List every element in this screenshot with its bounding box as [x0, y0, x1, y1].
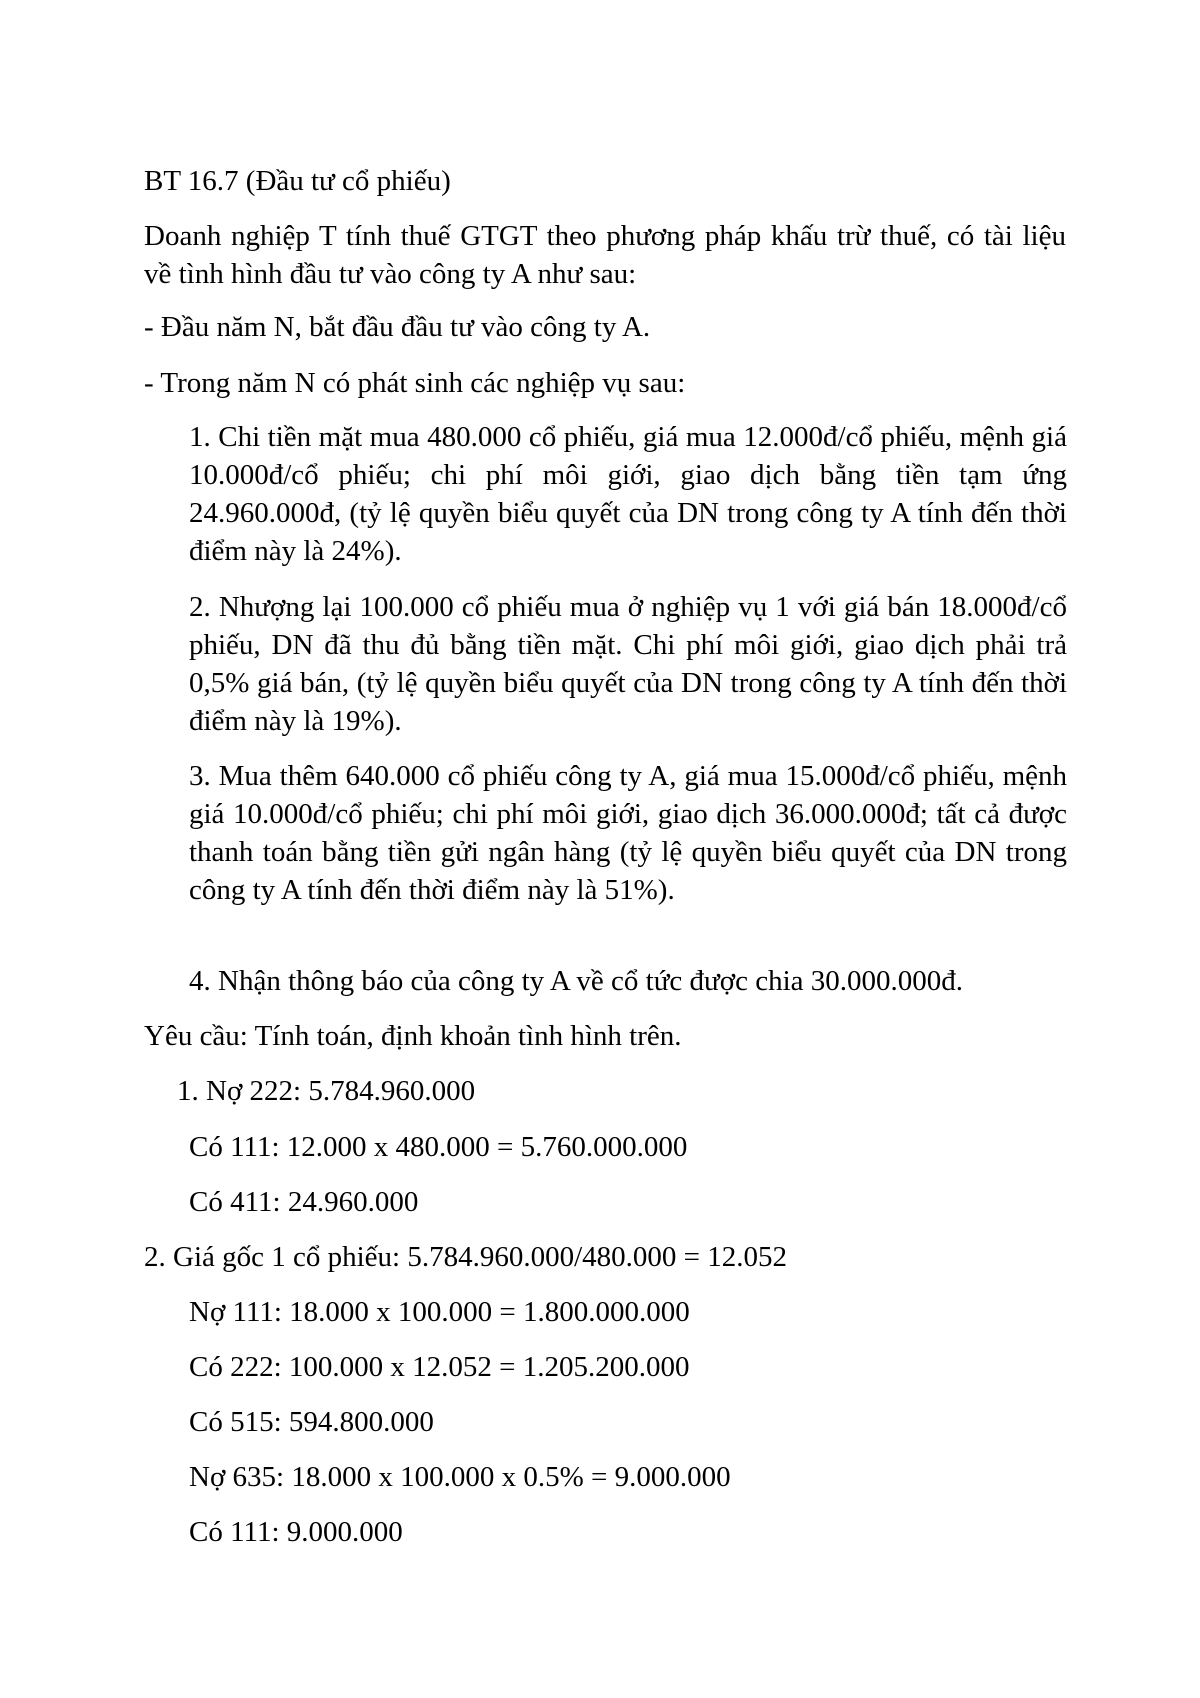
transaction-4: 4. Nhận thông báo của công ty A về cổ tức được chia 30.000.000đ. — [189, 965, 964, 997]
exercise-title: BT 16.7 (Đầu tư cổ phiếu) — [144, 165, 451, 197]
transaction-3: 3. Mua thêm 640.000 cổ phiếu công ty A, giá mua 15.000đ/cổ phiếu, mệnh giá 10.000đ/cổ phiếu; chi phí môi giới, giao dịch 36.000.000đ; tất cả được thanh toán bằng tiền gửi ngân hàng (tỷ lệ quyền biểu quyết của DN trong công ty A tính đến thời điểm này là 51%). — [189, 760, 1067, 906]
bullet-transactions-heading: - Trong năm N có phát sinh các nghiệp vụ sau: — [144, 367, 686, 399]
solution-1-credit-411: Có 411: 24.960.000 — [189, 1186, 419, 1218]
solution-2-debit-111: Nợ 111: 18.000 x 100.000 = 1.800.000.000 — [189, 1296, 690, 1328]
solution-2-credit-111: Có 111: 9.000.000 — [189, 1516, 403, 1548]
transaction-2: 2. Nhượng lại 100.000 cổ phiếu mua ở nghiệp vụ 1 với giá bán 18.000đ/cổ phiếu, DN đã thu đủ bằng tiền mặt. Chi phí môi giới, giao dịch phải trả 0,5% giá bán, (tỷ lệ quyền biểu quyết của DN trong công ty A tính đến thời điểm này là 19%). — [189, 591, 1067, 737]
solution-2-unit-cost: 2. Giá gốc 1 cổ phiếu: 5.784.960.000/480.000 = 12.052 — [144, 1241, 788, 1273]
transaction-1: 1. Chi tiền mặt mua 480.000 cổ phiếu, giá mua 12.000đ/cổ phiếu, mệnh giá 10.000đ/cổ phiếu; chi phí môi giới, giao dịch bằng tiền tạm ứng 24.960.000đ, (tỷ lệ quyền biểu quyết của DN trong công ty A tính đến thời điểm này là 24%). — [189, 421, 1067, 567]
requirement-text: Yêu cầu: Tính toán, định khoản tình hình trên. — [144, 1020, 682, 1052]
intro-paragraph: Doanh nghiệp T tính thuế GTGT theo phương pháp khấu trừ thuế, có tài liệu về tình hình đầu tư vào công ty A như sau: — [144, 220, 1066, 290]
solution-1-debit-222: 1. Nợ 222: 5.784.960.000 — [177, 1075, 476, 1107]
bullet-start-year: - Đầu năm N, bắt đầu đầu tư vào công ty A. — [144, 311, 651, 343]
solution-2-debit-635: Nợ 635: 18.000 x 100.000 x 0.5% = 9.000.000 — [189, 1461, 731, 1493]
solution-2-credit-222: Có 222: 100.000 x 12.052 = 1.205.200.000 — [189, 1351, 690, 1383]
solution-1-credit-111: Có 111: 12.000 x 480.000 = 5.760.000.000 — [189, 1131, 688, 1163]
solution-2-credit-515: Có 515: 594.800.000 — [189, 1406, 434, 1438]
